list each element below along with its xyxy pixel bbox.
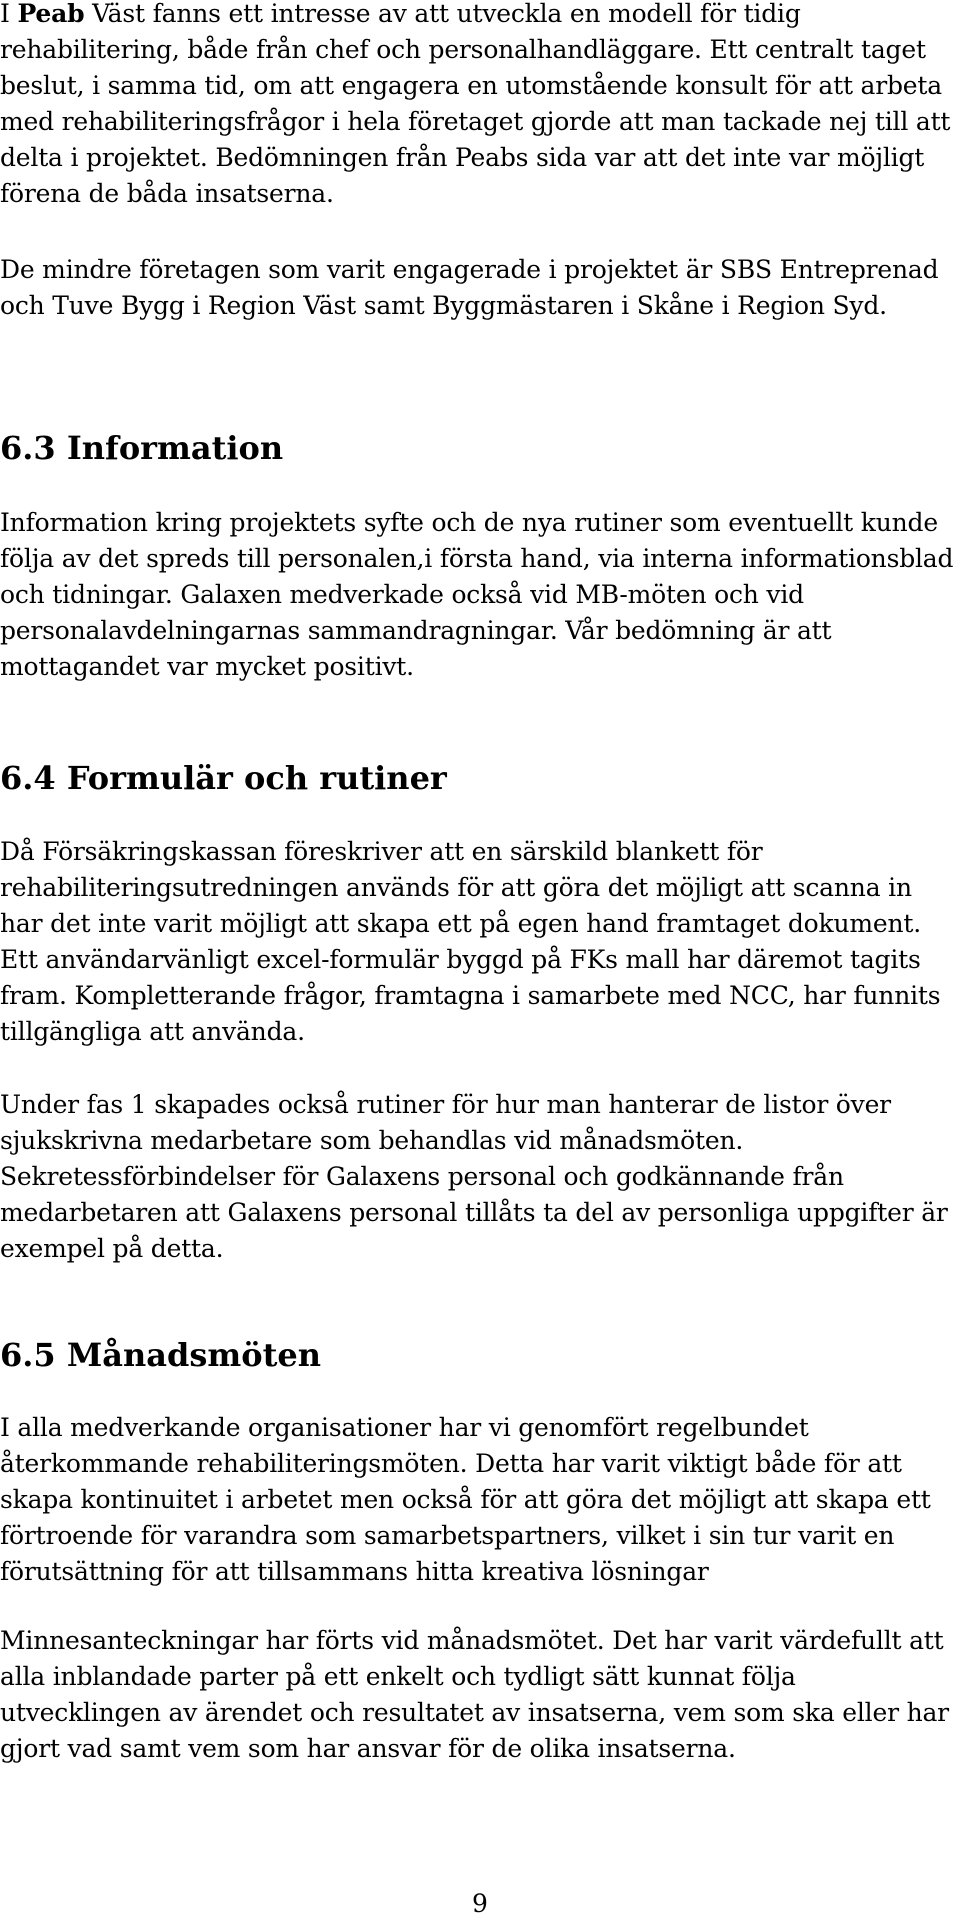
heading-6-3-information: 6.3 Information [0, 429, 284, 467]
paragraph-information: Information kring projektets syfte och de nya rutiner som eventuellt kunde följa av det spreds till personalen,i första hand, via interna informationsblad och tidningar. Galaxen medverkade också vid MB-möten och vid personalavdelningarnas sammandragningar. Vår bedömning är att mottagandet var mycket positivt. [0, 508, 954, 681]
page-number: 9 [472, 1889, 488, 1918]
paragraph-small-companies: De mindre företagen som varit engagerade i projektet är SBS Entreprenad och Tuve Bygg i Region Väst samt Byggmästaren i Skåne i Region Syd. [0, 255, 939, 320]
heading-6-4-forms: 6.4 Formulär och rutiner [0, 759, 447, 797]
heading-6-5-meetings: 6.5 Månadsmöten [0, 1336, 321, 1374]
paragraph-peab [0, 0, 960, 212]
paragraph-forms-1: Då Försäkringskassan föreskriver att en särskild blankett för rehabiliteringsutredningen används för att göra det möjligt att scanna in har det inte varit möjligt att skapa ett på egen hand framtaget dokument. Ett användarvänligt excel-formulär byggd på FKs mall har däremot tagits fram. Kompletterande frågor, framtagna i samarbete med NCC, har funnits tillgängliga att använda. [0, 837, 941, 1046]
paragraph-forms-2: Under fas 1 skapades också rutiner för hur man hanterar de listor över sjukskrivna medarbetare som behandlas vid månadsmöten. Sekretessförbindelser för Galaxens personal och godkännande från medarbetaren att Galaxens personal tillåts ta del av personliga uppgifter är exempel på detta. [0, 1090, 948, 1263]
paragraph-meetings-2: Minnesanteckningar har förts vid månadsmötet. Det har varit värdefullt att alla inblandade parter på ett enkelt och tydligt sätt kunnat följa utvecklingen av ärendet och resultatet av insatserna, vem som ska eller har gjort vad samt vem som har ansvar för de olika insatserna. [0, 1626, 949, 1763]
paragraph-peab-prefix: I [0, 0, 18, 28]
company-name-peab: Peab [17, 0, 85, 28]
paragraph-peab-body: Väst fanns ett intresse av att utveckla en modell för tidig rehabilitering, både från chef och personalhandläggare. Ett centralt taget beslut, i samma tid, om att engagera en utomstående konsult för att arbeta med rehabiliteringsfrågor i hela företaget gjorde att man tackade nej till att delta i projektet. Bedömningen från Peabs sida var att det inte var möjligt förena de båda insatserna. [0, 0, 951, 208]
paragraph-meetings-1: I alla medverkande organisationer har vi genomfört regelbundet återkommande rehabiliteringsmöten. Detta har varit viktigt både för att skapa kontinuitet i arbetet men också för att göra det möjligt att skapa ett förtroende för varandra som samarbetspartners, vilket i sin tur varit en förutsättning för att tillsammans hitta kreativa lösningar [0, 1413, 931, 1586]
